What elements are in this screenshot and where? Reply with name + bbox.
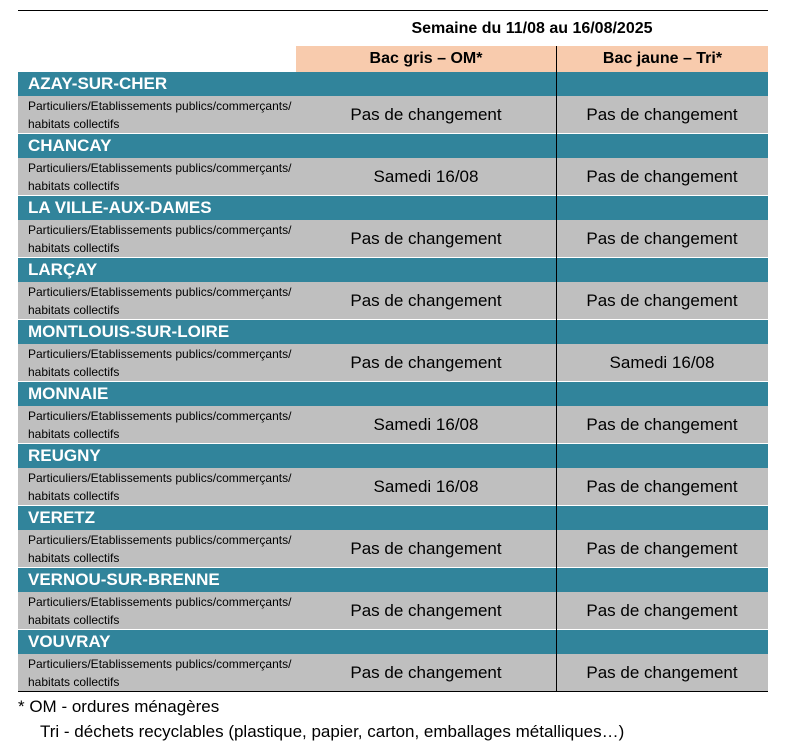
commune-row bbox=[18, 382, 768, 444]
commune-row bbox=[18, 72, 768, 134]
tri-value: Pas de changement bbox=[586, 600, 738, 620]
tri-value: Pas de changement bbox=[586, 228, 738, 248]
week-title: Semaine du 11/08 au 16/08/2025 bbox=[411, 20, 653, 37]
column-header-om: Bac gris – OM* bbox=[296, 46, 556, 72]
commune-schedule bbox=[18, 592, 768, 630]
tri-value: Pas de changement bbox=[586, 166, 738, 186]
commune-name: MONTLOUIS-SUR-LOIRE bbox=[18, 320, 768, 344]
category-label: Particuliers/Etablissements publics/commerçants/ habitats collectifs bbox=[28, 161, 292, 193]
commune-name: REUGNY bbox=[18, 444, 768, 468]
tri-value: Samedi 16/08 bbox=[609, 352, 715, 372]
commune-row bbox=[18, 134, 768, 196]
category-label: Particuliers/Etablissements publics/commerçants/ habitats collectifs bbox=[28, 471, 292, 503]
top-rule bbox=[18, 10, 768, 11]
tri-value: Pas de changement bbox=[586, 476, 738, 496]
commune-name: VERNOU-SUR-BRENNE bbox=[18, 568, 768, 592]
category-label: Particuliers/Etablissements publics/commerçants/ habitats collectifs bbox=[28, 99, 292, 131]
commune-schedule bbox=[18, 654, 768, 692]
commune-name: MONNAIE bbox=[18, 382, 768, 406]
commune-schedule bbox=[18, 406, 768, 444]
commune-schedule bbox=[18, 96, 768, 134]
schedule-table bbox=[18, 72, 768, 692]
commune-name: LA VILLE-AUX-DAMES bbox=[18, 196, 768, 220]
commune-name: CHANCAY bbox=[18, 134, 768, 158]
om-value: Samedi 16/08 bbox=[373, 414, 479, 434]
commune-row bbox=[18, 630, 768, 692]
category-label: Particuliers/Etablissements publics/commerçants/ habitats collectifs bbox=[28, 657, 292, 689]
tri-value: Pas de changement bbox=[586, 104, 738, 124]
category-label: Particuliers/Etablissements publics/commerçants/ habitats collectifs bbox=[28, 533, 292, 565]
footnote-tri: Tri - déchets recyclables (plastique, papier, carton, emballages métalliques…) bbox=[40, 722, 625, 741]
commune-row bbox=[18, 258, 768, 320]
commune-schedule bbox=[18, 158, 768, 196]
category-label: Particuliers/Etablissements publics/commerçants/ habitats collectifs bbox=[28, 285, 292, 317]
om-value: Pas de changement bbox=[350, 290, 502, 310]
om-value: Pas de changement bbox=[350, 538, 502, 558]
commune-schedule bbox=[18, 530, 768, 568]
commune-name: LARÇAY bbox=[18, 258, 768, 282]
commune-row bbox=[18, 444, 768, 506]
om-value: Pas de changement bbox=[350, 104, 502, 124]
bottom-rule bbox=[18, 691, 768, 692]
commune-row bbox=[18, 320, 768, 382]
footnotes bbox=[18, 694, 624, 744]
commune-schedule bbox=[18, 344, 768, 382]
commune-row bbox=[18, 196, 768, 258]
category-label: Particuliers/Etablissements publics/commerçants/ habitats collectifs bbox=[28, 595, 292, 627]
commune-schedule bbox=[18, 282, 768, 320]
tri-value: Pas de changement bbox=[586, 662, 738, 682]
commune-schedule bbox=[18, 468, 768, 506]
commune-name: VOUVRAY bbox=[18, 630, 768, 654]
tri-value: Pas de changement bbox=[586, 538, 738, 558]
footnote-om: * OM - ordures ménagères bbox=[18, 697, 220, 716]
om-value: Pas de changement bbox=[350, 662, 502, 682]
category-label: Particuliers/Etablissements publics/commerçants/ habitats collectifs bbox=[28, 347, 292, 379]
om-value: Samedi 16/08 bbox=[373, 476, 479, 496]
om-value: Pas de changement bbox=[350, 352, 502, 372]
om-value: Samedi 16/08 bbox=[373, 166, 479, 186]
tri-value: Pas de changement bbox=[586, 414, 738, 434]
tri-value: Pas de changement bbox=[586, 290, 738, 310]
commune-row bbox=[18, 568, 768, 630]
commune-name: VERETZ bbox=[18, 506, 768, 530]
category-label: Particuliers/Etablissements publics/commerçants/ habitats collectifs bbox=[28, 223, 292, 255]
om-value: Pas de changement bbox=[350, 228, 502, 248]
commune-row bbox=[18, 506, 768, 568]
category-label: Particuliers/Etablissements publics/commerçants/ habitats collectifs bbox=[28, 409, 292, 441]
column-divider bbox=[556, 72, 557, 691]
commune-schedule bbox=[18, 220, 768, 258]
column-header-tri: Bac jaune – Tri* bbox=[557, 46, 768, 72]
om-value: Pas de changement bbox=[350, 600, 502, 620]
commune-name: AZAY-SUR-CHER bbox=[18, 72, 768, 96]
